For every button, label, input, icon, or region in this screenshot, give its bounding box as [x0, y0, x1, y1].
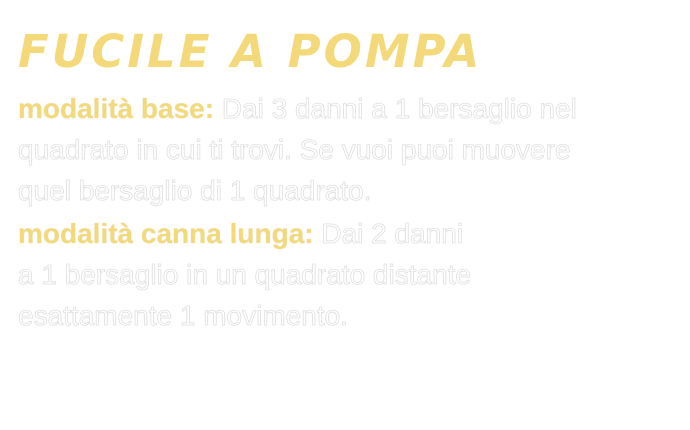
- base-mode-text-1: Dai 3 danni a 1 bersaglio nel: [214, 93, 577, 124]
- long-barrel-text-2: a 1 bersaglio in un quadrato distante: [18, 259, 471, 290]
- base-mode-text-3: quel bersaglio di 1 quadrato.: [18, 175, 372, 206]
- long-barrel-text-1: Dai 2 danni: [313, 218, 464, 249]
- base-mode-label: modalità base:: [18, 93, 215, 124]
- long-barrel-mode-description: [18, 213, 674, 336]
- long-barrel-mode-label: modalità canna lunga:: [18, 218, 314, 249]
- long-barrel-line-1: [18, 213, 674, 254]
- base-mode-description: [18, 88, 674, 211]
- base-mode-line-1: [18, 88, 674, 129]
- long-barrel-text-3: esattamente 1 movimento.: [18, 300, 348, 331]
- weapon-title: FUCILE A POMPA: [18, 25, 483, 78]
- base-mode-text-2: quadrato in cui ti trovi. Se vuoi puoi muovere: [18, 134, 571, 165]
